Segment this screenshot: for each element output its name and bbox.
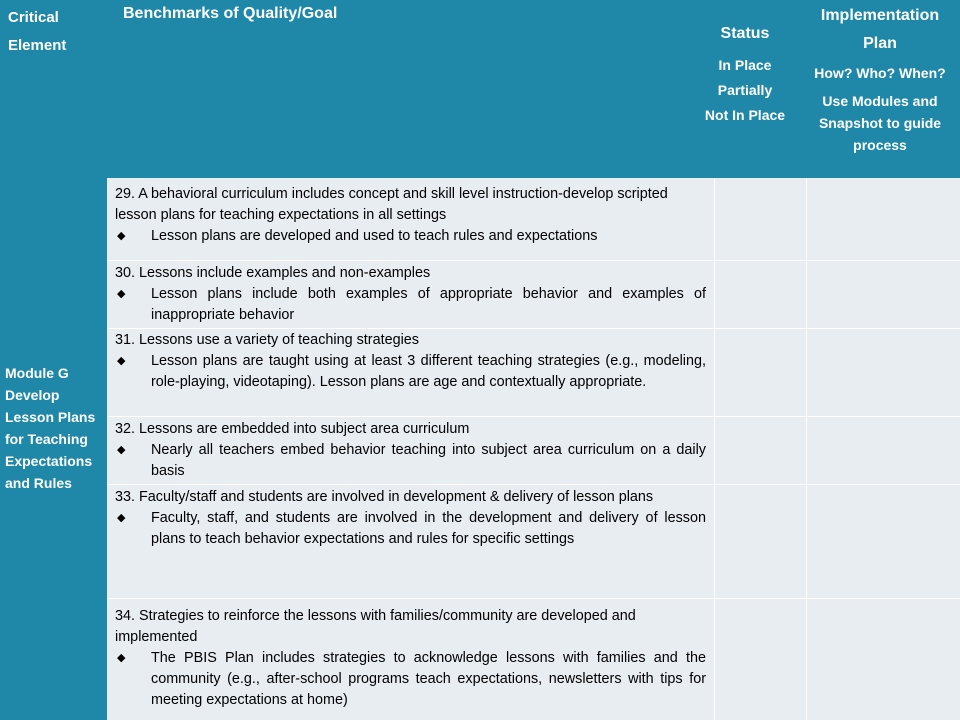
benchmark-cell <box>107 485 714 598</box>
implementation-plan-cell[interactable] <box>806 261 960 328</box>
benchmark-cell <box>107 329 714 416</box>
critical-element-cell <box>0 178 107 720</box>
benchmark-bullet <box>115 508 706 550</box>
benchmark-cell <box>107 417 714 484</box>
table-row <box>107 484 960 598</box>
benchmark-title: 31. Lessons use a variety of teaching strategies <box>115 332 419 348</box>
status-cell[interactable] <box>714 261 806 328</box>
benchmark-bullet <box>115 284 706 326</box>
benchmark-bullet-text: Lesson plans are taught using at least 3 different teaching strategies (e.g., modeling, role-playing, videotaping). Lesson plans are age and contextually appropriate. <box>151 353 706 390</box>
header-critical-element: Critical Element <box>8 9 67 54</box>
table-row <box>107 328 960 416</box>
status-cell[interactable] <box>714 485 806 598</box>
status-option-partially: Partially <box>717 82 773 98</box>
header-status-title: Status <box>720 25 770 42</box>
header-status-options <box>695 56 795 125</box>
benchmark-bullet-text: Nearly all teachers embed behavior teaching into subject area curriculum on a daily basis <box>151 442 706 479</box>
status-cell[interactable] <box>714 599 806 720</box>
table-row <box>107 260 960 328</box>
benchmark-bullet-text: Lesson plans include both examples of appropriate behavior and examples of inappropriate behavior <box>151 286 706 323</box>
filled-diamond-icon: ◆ <box>117 288 126 300</box>
benchmark-bullet <box>115 648 706 711</box>
benchmark-title: 29. A behavioral curriculum includes concept and skill level instruction-develop scripted lesson plans for teaching expectations in all settings <box>115 186 668 223</box>
table-row <box>107 416 960 484</box>
header-status <box>695 24 795 132</box>
critical-element-line: Expectations <box>5 453 93 469</box>
benchmark-bullet-text: Faculty, staff, and students are involved in the development and delivery of lesson plans to teach behavior expectations and rules for specific settings <box>151 510 706 547</box>
implementation-plan-cell[interactable] <box>806 178 960 260</box>
filled-diamond-icon: ◆ <box>117 652 126 664</box>
benchmark-bullet-text: The PBIS Plan includes strategies to acknowledge lessons with families and the community (e.g., after-school programs teach expectations, newsletters with tips for meeting expectations at home) <box>151 650 706 708</box>
benchmark-cell <box>107 178 714 260</box>
header-benchmarks: Benchmarks of Quality/Goal <box>123 5 338 22</box>
benchmark-cell <box>107 599 714 720</box>
critical-element-line: Develop <box>5 387 60 403</box>
header-implementation <box>805 2 955 156</box>
benchmark-bullet-text: Lesson plans are developed and used to teach rules and expectations <box>151 228 598 244</box>
critical-element-line: Lesson Plans <box>5 409 96 425</box>
benchmark-cell <box>107 261 714 328</box>
benchmark-bullet <box>115 440 706 482</box>
critical-element-line: for Teaching <box>5 431 88 447</box>
benchmark-title: 32. Lessons are embedded into subject area curriculum <box>115 421 470 437</box>
filled-diamond-icon: ◆ <box>117 230 126 242</box>
critical-element-line: Module G <box>5 365 69 381</box>
benchmark-bullet <box>115 351 706 393</box>
benchmark-title: 34. Strategies to reinforce the lessons with families/community are developed and implemented <box>115 608 636 645</box>
implementation-plan-cell[interactable] <box>806 485 960 598</box>
benchmark-title: 33. Faculty/staff and students are involved in development & delivery of lesson plans <box>115 489 654 505</box>
table-row <box>107 598 960 720</box>
filled-diamond-icon: ◆ <box>117 355 126 367</box>
table-row <box>107 178 960 260</box>
filled-diamond-icon: ◆ <box>117 444 126 456</box>
status-cell[interactable] <box>714 178 806 260</box>
implementation-plan-cell[interactable] <box>806 329 960 416</box>
benchmarks-table-body <box>107 178 960 720</box>
status-cell[interactable] <box>714 417 806 484</box>
status-option-in-place: In Place <box>718 57 772 73</box>
filled-diamond-icon: ◆ <box>117 512 126 524</box>
status-cell[interactable] <box>714 329 806 416</box>
benchmark-bullet <box>115 226 706 247</box>
header-implementation-how: How? Who? When? <box>814 65 946 81</box>
header-implementation-guide: Use Modules and Snapshot to guide process <box>818 93 942 153</box>
table-header <box>0 0 960 178</box>
critical-element-line: and Rules <box>5 475 72 491</box>
header-implementation-title: Implementation Plan <box>820 7 940 52</box>
implementation-plan-cell[interactable] <box>806 417 960 484</box>
implementation-plan-cell[interactable] <box>806 599 960 720</box>
status-option-not-in-place: Not In Place <box>704 107 786 123</box>
benchmark-title: 30. Lessons include examples and non-examples <box>115 265 431 281</box>
